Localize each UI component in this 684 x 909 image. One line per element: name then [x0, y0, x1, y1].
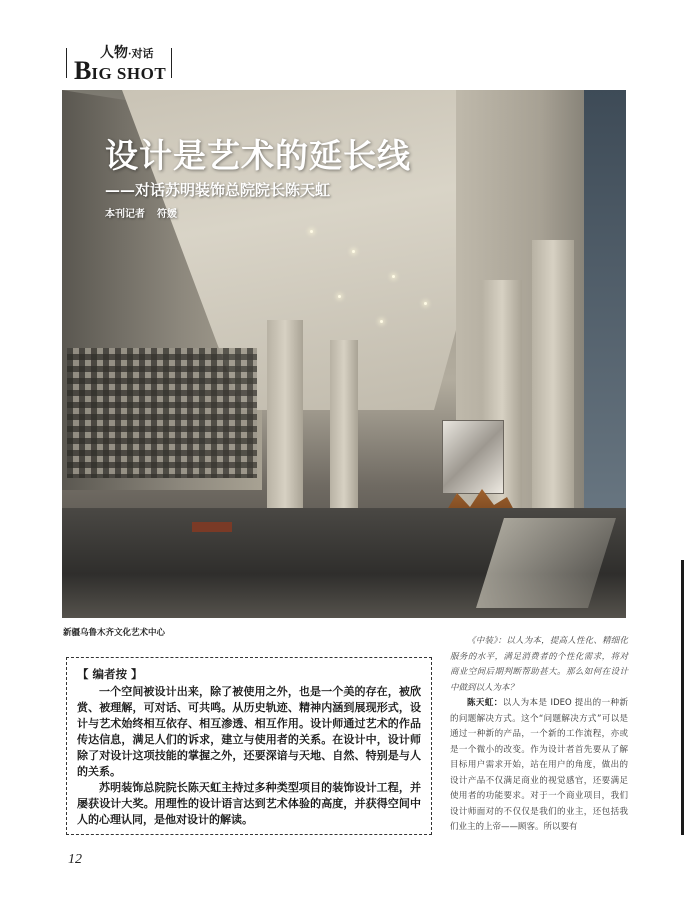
- photo-ceiling-light: [310, 230, 313, 233]
- article-subtitle: ——对话苏明装饰总院院长陈天虹: [105, 181, 331, 199]
- editor-note-heading: 【 编者按 】: [77, 667, 143, 681]
- photo-perforated-wall: [67, 348, 257, 478]
- interview-answer: [450, 696, 628, 836]
- section-cn-dot: ·: [128, 49, 132, 60]
- page-number: 12: [68, 852, 82, 867]
- photo-ceiling-light: [338, 295, 341, 298]
- interview-column: [450, 634, 628, 836]
- editor-note-box: [66, 657, 432, 835]
- photo-ceiling-light: [380, 320, 383, 323]
- photo-ceiling-light: [392, 275, 395, 278]
- photo-ceiling-light: [424, 302, 427, 305]
- section-header-right-rule: [171, 48, 172, 78]
- hero-photo: [62, 90, 626, 618]
- section-cn-main: 人物: [100, 45, 128, 61]
- article-byline: [105, 205, 177, 220]
- byline-role: 本刊记者: [105, 209, 145, 220]
- interview-question: 《中装》：以人为本，提高人性化、精细化服务的水平，满足消费者的个性化需求，将对商业空间后期判断帮助甚大。那么如何在设计中做到以人为本？: [450, 636, 628, 693]
- byline-name: 符媛: [157, 209, 177, 220]
- editor-note-paragraph: 苏明装饰总院院长陈天虹主持过多种类型项目的装饰设计工程，并屡获设计大奖。用理性的设计语言达到艺术体验的高度，并获得空间中人的心理认同，是他对设计的解读。: [77, 781, 421, 826]
- answer-speaker: 陈天虹：: [467, 698, 503, 708]
- section-cn-sub: 对话: [131, 47, 154, 60]
- section-header-left-rule: [66, 48, 67, 78]
- photo-ceiling-light: [352, 250, 355, 253]
- section-header: [66, 40, 176, 85]
- photo-bench: [192, 522, 232, 532]
- editor-note-paragraph: 一个空间被设计出来，除了被使用之外，也是一个美的存在，被欣赏、被理解，可对话、可共鸣。从历史轨迹、精神内涵到展现形式，设计与艺术始终相互依存、相互渗透、相互作用。设计师通过艺术的作品传达信息，满足人们的诉求，建立与使用者的关系。在设计中，设计师除了对设计这项技能的掌握之外，还要深谙与天地、自然、特别是与人的关系。: [77, 685, 421, 778]
- answer-text: 以人为本是 IDEO 提出的一种新的问题解决方式。这个“问题解决方式”可以是通过一种新的产品，一个新的工作流程，亦或是一个微小的改变。作为设计者首先要从了解目标用户需求开始，站在用户的角度，做出的设计产品不仅满足商业的视觉感官，还要满足使用者的功能要求。对于一个商业项目，我们设计师面对的不仅仅是我们的业主，还包括我们业主的上帝——顾客。所以要有: [450, 698, 628, 832]
- photo-artwork: [442, 420, 504, 494]
- section-en-rest: IG SHOT: [91, 64, 167, 83]
- photo-caption: 新疆乌鲁木齐文化艺术中心: [63, 628, 166, 638]
- section-en-initial: B: [74, 56, 92, 85]
- article-title: 设计是艺术的延长线: [105, 136, 411, 175]
- section-category-en: [74, 56, 166, 86]
